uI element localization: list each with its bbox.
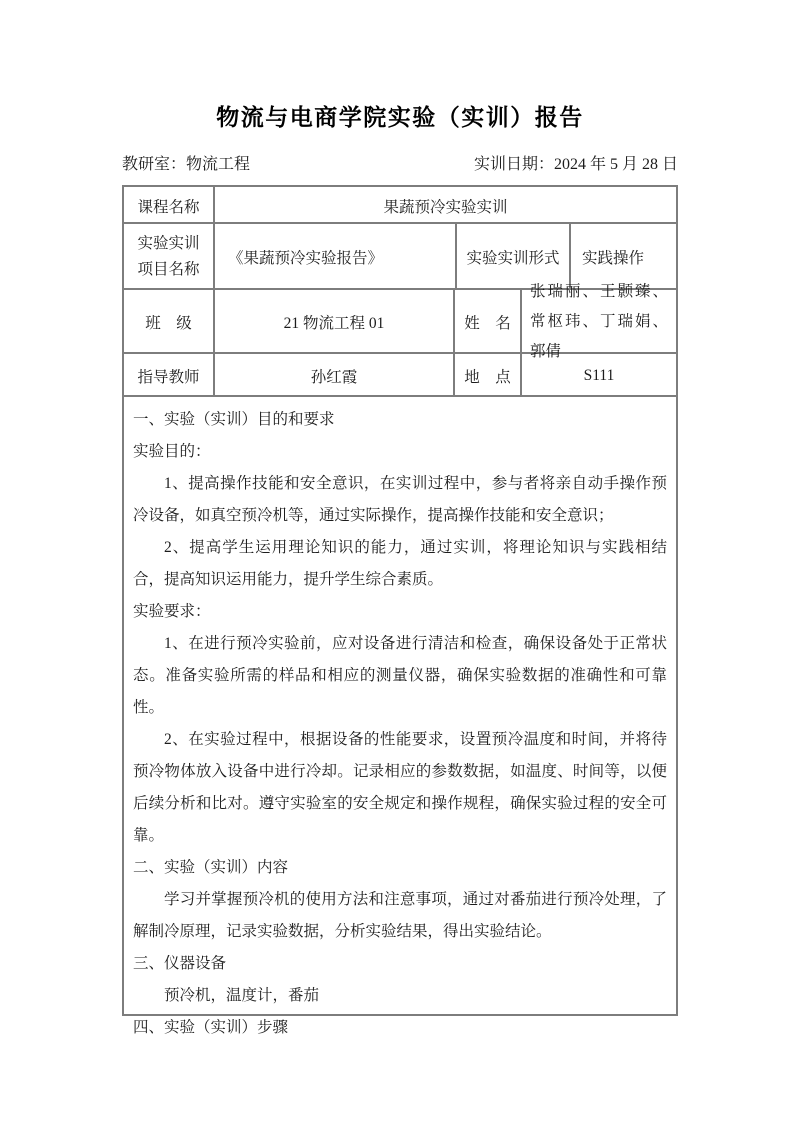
student-names-value: 张瑞丽、王颢臻、常枢玮、丁瑞娟、郭倩 — [530, 283, 668, 360]
teacher-label: 指导教师 — [124, 354, 215, 397]
project-name-value: 《果蔬预冷实验报告》 — [215, 224, 457, 290]
meta-department — [122, 151, 250, 174]
training-form-label: 实验实训形式 — [457, 224, 571, 290]
course-name-label: 课程名称 — [124, 187, 215, 224]
section3-text: 预冷机，温度计，番茄 — [164, 987, 320, 1004]
date-label: 实训日期： — [473, 156, 554, 173]
section3-heading: 三、仪器设备 — [133, 955, 227, 972]
purpose-label: 实验目的： — [133, 443, 211, 460]
location-value: S111 — [583, 366, 615, 384]
report-body — [124, 397, 676, 1036]
section2-text: 学习并掌握预冷机的使用方法和注意事项，通过对番茄进行预冷处理，了解制冷原理，记录实验数据，分析实验结果，得出实验结论。 — [133, 891, 667, 940]
requirement-label: 实验要求： — [133, 603, 211, 620]
project-name-label — [124, 224, 215, 290]
report-info-table — [122, 185, 678, 1036]
purpose-item-2: 2、提高学生运用理论知识的能力，通过实训，将理论知识与实践相结合，提高知识运用能力，提升学生综合素质。 — [133, 539, 667, 588]
location-label: 地 点 — [455, 354, 522, 397]
student-names-label: 姓 名 — [455, 290, 522, 354]
requirement-item-1: 1、在进行预冷实验前，应对设备进行清洁和检查，确保设备处于正常状态。准备实验所需的样品和相应的测量仪器，确保实验数据的准确性和可靠性。 — [133, 635, 667, 716]
training-form-value: 实践操作 — [582, 250, 645, 267]
meta-date — [474, 151, 678, 174]
requirement-item-2: 2、在实验过程中，根据设备的性能要求，设置预冷温度和时间，并将待预冷物体放入设备中进行冷却。记录相应的参数数据，如温度、时间等，以便后续分析和比对。遵守实验室的安全规定和操作规程，确保实验过程的安全可靠。 — [133, 731, 667, 844]
project-label-line2: 项目名称 — [137, 261, 200, 278]
section4-heading: 四、实验（实训）步骤 — [133, 1019, 289, 1036]
project-label-line1: 实验实训 — [137, 235, 200, 252]
class-value: 21 物流工程 01 — [215, 290, 455, 354]
meta-row — [122, 151, 678, 174]
purpose-item-1: 1、提高操作技能和安全意识，在实训过程中，参与者将亲自动手操作预冷设备，如真空预冷机等，通过实际操作，提高操作技能和安全意识； — [133, 475, 667, 524]
department-value: 物流工程 — [186, 156, 251, 173]
table-row-class — [124, 283, 676, 360]
page-title: 物流与电商学院实验（实训）报告 — [216, 104, 584, 130]
department-label: 教研室： — [122, 156, 187, 173]
table-row-teacher — [124, 354, 676, 397]
class-label: 班 级 — [124, 290, 215, 354]
teacher-value: 孙红霞 — [215, 354, 455, 397]
course-name-value: 果蔬预冷实验实训 — [383, 198, 508, 216]
date-value: 2024 年 5 月 28 日 — [553, 156, 678, 173]
table-row-course — [124, 187, 676, 224]
section2-heading: 二、实验（实训）内容 — [133, 859, 289, 876]
section1-heading: 一、实验（实训）目的和要求 — [133, 411, 335, 428]
